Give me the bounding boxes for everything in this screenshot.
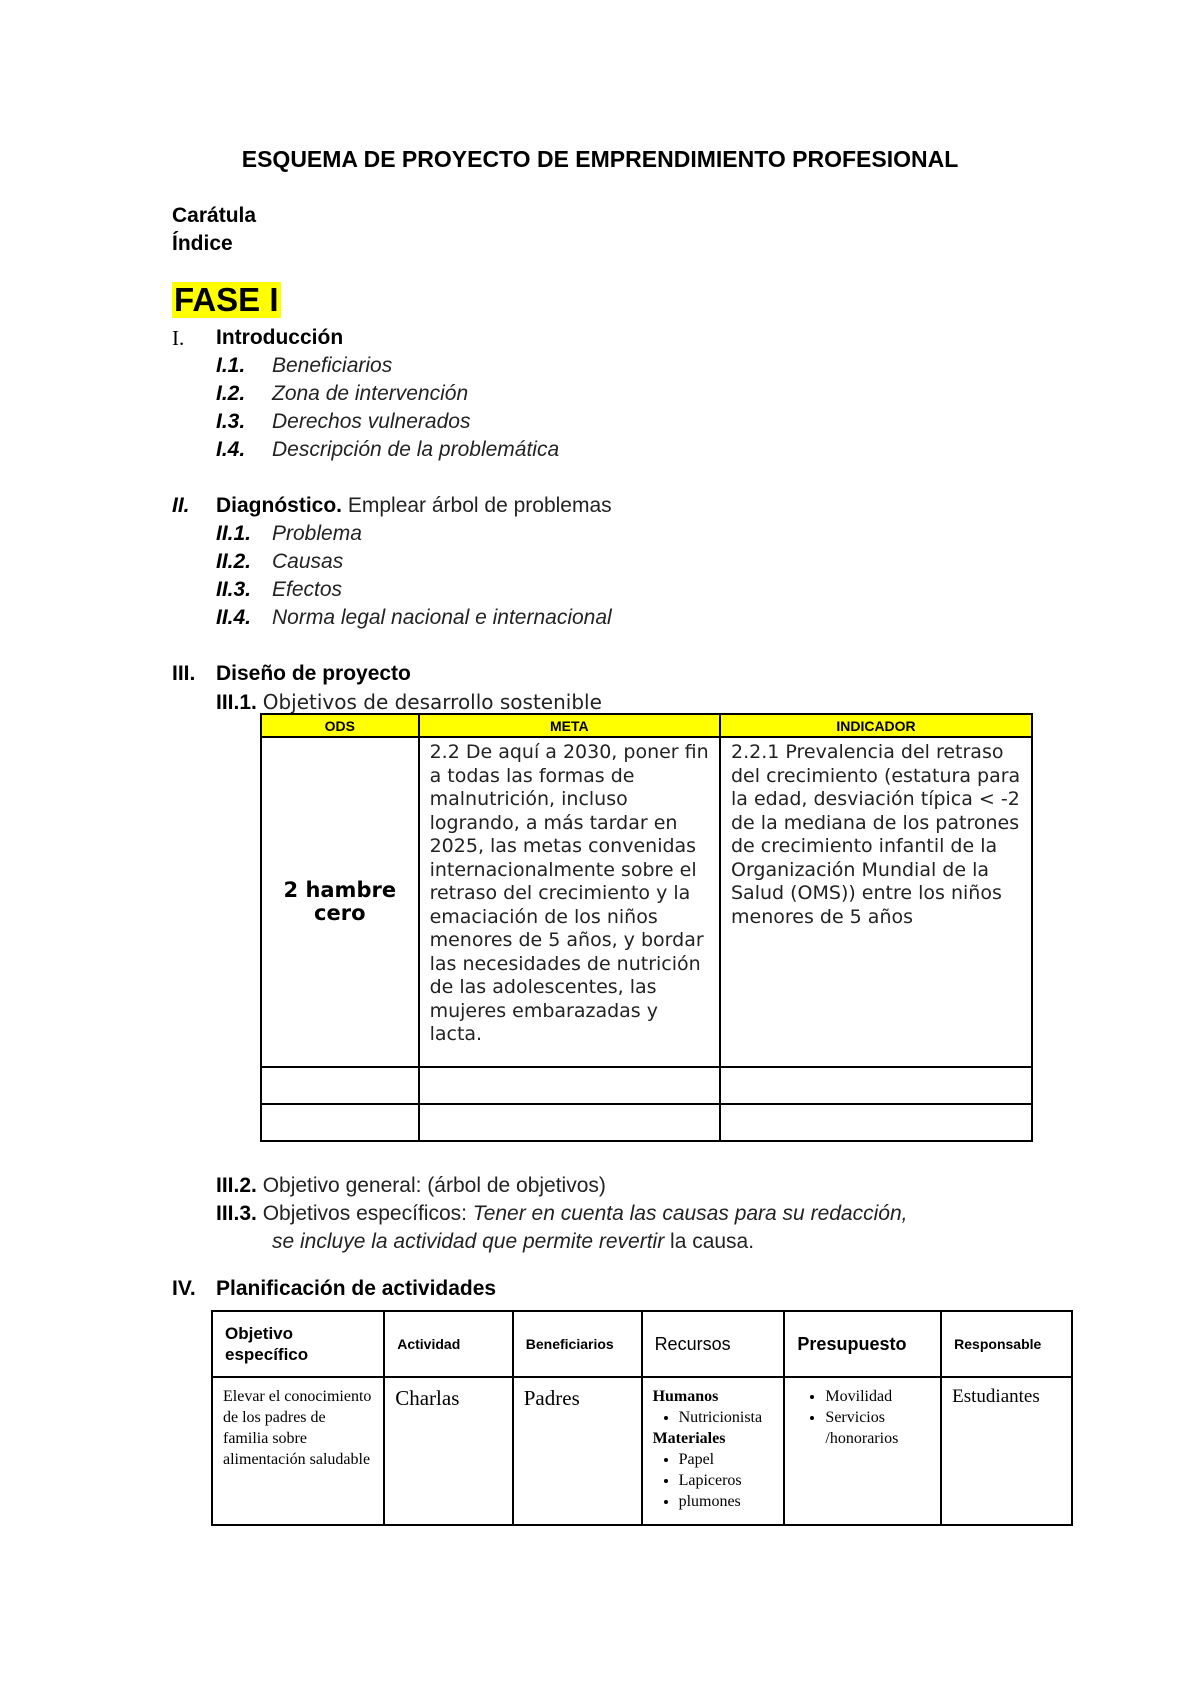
- header-meta: META: [419, 714, 720, 737]
- header-ods: ODS: [261, 714, 419, 737]
- cell-responsable: Estudiantes: [941, 1377, 1072, 1525]
- subitem-number: II.1.: [216, 522, 252, 545]
- list-item: • Servicios /honorarios: [825, 1407, 930, 1449]
- presupuesto-list: [795, 1386, 930, 1449]
- header-responsable: Responsable: [941, 1311, 1072, 1377]
- section-title: Introducción: [216, 326, 344, 349]
- section-title: Diseño de proyecto: [216, 662, 411, 685]
- cell-beneficiarios: Padres: [513, 1377, 642, 1525]
- header-objetivo: Objetivo específico: [212, 1311, 384, 1377]
- section-planificacion: [172, 1275, 872, 1303]
- cell-indicador: [720, 737, 1032, 1067]
- section-diseno: [172, 660, 872, 688]
- table-header-row: [261, 714, 1032, 737]
- front-matter: [172, 202, 256, 258]
- table-row-empty: [261, 1067, 1032, 1104]
- subitem-number: I.1.: [216, 354, 246, 377]
- subitem: [216, 548, 816, 576]
- subitem-number: II.2.: [216, 550, 252, 573]
- list-item: • Papel: [679, 1449, 774, 1470]
- header-indicador: INDICADOR: [720, 714, 1032, 737]
- document-title: ESQUEMA DE PROYECTO DE EMPRENDIMIENTO PROFESIONAL: [241, 146, 959, 172]
- cell-ods: 2 hambre cero: [261, 737, 419, 1067]
- section-title: Planificación de actividades: [216, 1277, 497, 1300]
- subitem-text: Norma legal nacional e internacional: [272, 606, 612, 629]
- subitem-number: III.3.: [216, 1202, 257, 1225]
- subitem-lead: Objetivos específicos:: [262, 1202, 473, 1225]
- subitem: [216, 520, 816, 548]
- recursos-materiales-label: Materiales: [652, 1430, 726, 1447]
- section2-subitems: [216, 520, 816, 632]
- subitem: [216, 604, 816, 632]
- subitem-text: Problema: [272, 522, 362, 545]
- list-item: • plumones: [679, 1491, 774, 1512]
- section-number: I.: [172, 326, 185, 350]
- indicador-line: 2.2.1 Prevalencia del retraso del crecimiento (estatura para la edad, desviación típica < -2: [731, 741, 1021, 810]
- subitem: [216, 436, 816, 464]
- list-item: • Movilidad: [825, 1386, 930, 1407]
- subitem-number: II.4.: [216, 606, 252, 629]
- subitem-italic: se incluye la actividad que permite revertir: [272, 1230, 665, 1253]
- recursos-humanos-label: Humanos: [652, 1388, 719, 1405]
- subitem-text: Objetivos de desarrollo sostenible: [262, 690, 602, 714]
- ods-table: [260, 713, 1033, 1142]
- subitem-text: Zona de intervención: [272, 382, 469, 405]
- phase-heading: FASE I: [174, 281, 279, 318]
- cell-recursos: [642, 1377, 785, 1525]
- list-item: • Lapiceros: [679, 1470, 774, 1491]
- table-row: [212, 1377, 1072, 1525]
- subitem-tail: la causa.: [664, 1230, 755, 1253]
- subitem-text: Causas: [272, 550, 344, 573]
- section-number: III.: [172, 662, 196, 685]
- subitem-objetivos-especificos: [216, 1200, 1066, 1256]
- table-row: [261, 737, 1032, 1067]
- table-row-empty: [261, 1104, 1032, 1141]
- header-actividad: Actividad: [384, 1311, 513, 1377]
- section-introduccion: [172, 324, 772, 352]
- header-recursos: Recursos: [642, 1311, 785, 1377]
- subitem-italic: Tener en cuenta las causas para su redacción,: [472, 1202, 908, 1225]
- section1-subitems: [216, 352, 816, 464]
- cell-meta: 2.2 De aquí a 2030, poner fin a todas las formas de malnutrición, incluso logrando, a más tardar en 2025, las metas convenidas internacionalmente sobre el retraso del crecimiento y la emaciación de los niños menores de 5 años, y bordar las necesidades de nutrición de las adolescentes, las mujeres embarazadas y lacta.: [419, 737, 720, 1067]
- subitem-text: Objetivo general: (árbol de objetivos): [262, 1174, 606, 1197]
- subitem-number: III.1.: [216, 691, 257, 714]
- subitem-text: Derechos vulnerados: [272, 410, 471, 433]
- header-presupuesto: Presupuesto: [784, 1311, 941, 1377]
- indicador-line: de la mediana de los patrones: [731, 811, 1020, 834]
- subitem: [216, 408, 816, 436]
- indice-label: Índice: [172, 232, 233, 255]
- subitem-text: Efectos: [272, 578, 343, 601]
- section-note: Emplear árbol de problemas: [342, 494, 612, 517]
- section-number: II.: [172, 494, 190, 517]
- subitem-text: Descripción de la problemática: [272, 438, 560, 461]
- subitem-number: II.3.: [216, 578, 252, 601]
- subitem-number: I.4.: [216, 438, 246, 461]
- subitem-number: III.2.: [216, 1174, 257, 1197]
- subitem-number: I.3.: [216, 410, 246, 433]
- subitem: [216, 352, 816, 380]
- subitem-text: Beneficiarios: [272, 354, 393, 377]
- section-diagnostico: [172, 492, 872, 520]
- table-header-row: [212, 1311, 1072, 1377]
- header-beneficiarios: Beneficiarios: [513, 1311, 642, 1377]
- recursos-humanos-list: [653, 1407, 774, 1428]
- recursos-materiales-list: [653, 1449, 774, 1512]
- activities-table: [211, 1310, 1073, 1526]
- cell-actividad: Charlas: [384, 1377, 513, 1525]
- subitem: [216, 380, 816, 408]
- indicador-line: de crecimiento infantil de la Organización Mundial de la Salud (OMS)) entre los niños menores de 5 años: [731, 835, 1002, 928]
- subitem-objetivo-general: [216, 1172, 1016, 1200]
- subitem: [216, 576, 816, 604]
- subitem-number: I.2.: [216, 382, 246, 405]
- cell-presupuesto: [784, 1377, 941, 1525]
- cell-objetivo: Elevar el conocimiento de los padres de familia sobre alimentación saludable: [212, 1377, 384, 1525]
- list-item: • Nutricionista: [679, 1407, 774, 1428]
- section-number: IV.: [172, 1277, 196, 1300]
- section-title: Diagnóstico.: [216, 494, 343, 517]
- caratula-label: Carátula: [172, 204, 257, 227]
